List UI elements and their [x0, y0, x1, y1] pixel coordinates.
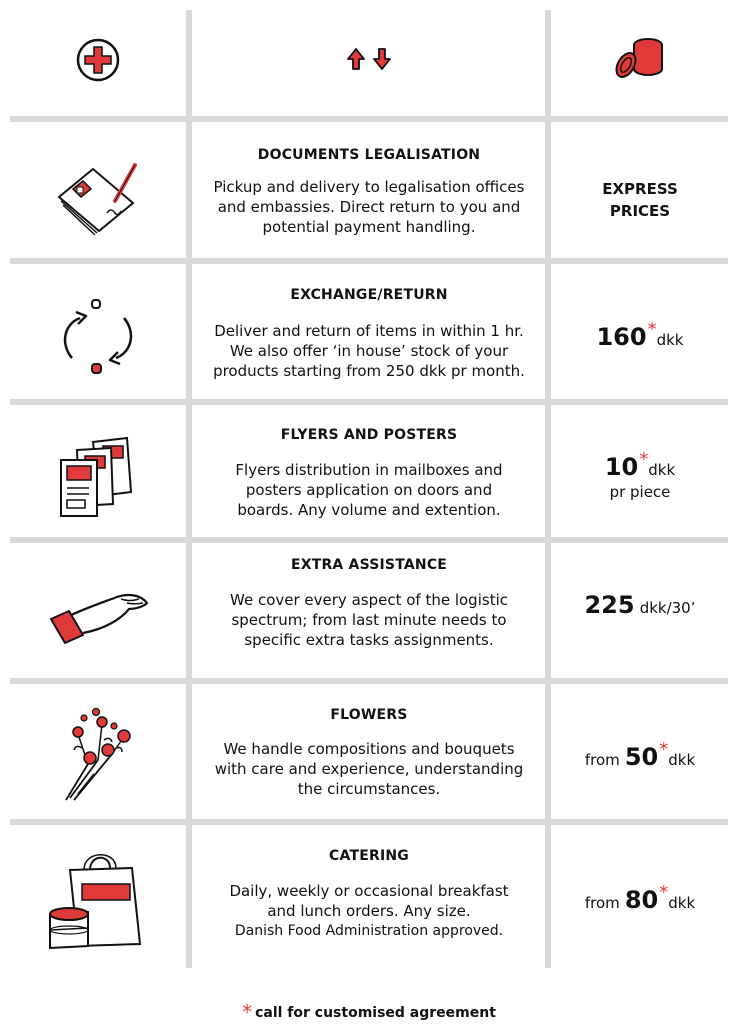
description-line: specific extra tasks assignments. — [244, 631, 494, 649]
service-cell — [194, 287, 544, 381]
price-value: 160 — [596, 323, 647, 351]
service-description — [194, 881, 544, 941]
description-line: posters application on doors and — [245, 481, 493, 499]
price-value: 50 — [624, 743, 659, 771]
price — [584, 591, 695, 619]
row-icon-cell — [10, 280, 186, 392]
service-title: FLYERS AND POSTERS — [280, 427, 458, 443]
grid-horizontal-line — [10, 819, 728, 825]
flyers-icon — [53, 434, 143, 518]
grid-horizontal-line — [10, 258, 728, 264]
price-unit: dkk — [656, 331, 684, 349]
service-description — [194, 739, 544, 799]
asterisk-mark: * — [659, 882, 669, 903]
price-value: 80 — [624, 886, 659, 914]
flower-bouquet-icon — [58, 704, 138, 804]
approval-note: Danish Food Administration approved. — [234, 923, 504, 939]
service-cell — [194, 848, 544, 941]
service-title: EXTRA ASSISTANCE — [290, 557, 448, 573]
open-hand-icon — [43, 583, 153, 647]
description-line: boards. Any volume and extention. — [237, 501, 501, 519]
price-subtext: pr piece — [609, 483, 671, 501]
price — [605, 449, 675, 481]
description-line: Pickup and delivery to legalisation offices — [213, 178, 525, 196]
description-line: Daily, weekly or occasional breakfast — [229, 882, 509, 900]
service-title: EXCHANGE/RETURN — [290, 287, 448, 303]
document-signing-icon — [53, 155, 143, 235]
price-cell — [552, 150, 728, 250]
description-line: Flyers distribution in mailboxes and — [235, 461, 503, 479]
header-icon-cell — [10, 30, 186, 90]
description-line: We also offer ‘in house’ stock of your — [229, 342, 509, 360]
price-value: 225 — [584, 591, 635, 619]
row-icon-cell — [10, 420, 186, 532]
price-prefix: from — [584, 894, 620, 912]
description-line: with care and experience, understanding — [214, 760, 524, 778]
header-icon-cell — [194, 30, 544, 90]
service-cell — [194, 427, 544, 520]
row-icon-cell — [10, 840, 186, 960]
price — [596, 319, 683, 351]
price — [585, 882, 695, 914]
asterisk-mark: * — [647, 319, 657, 340]
prices-label: PRICES — [609, 202, 671, 220]
service-title: DOCUMENTS LEGALISATION — [257, 147, 481, 163]
price-unit: dkk — [668, 894, 696, 912]
price-unit: dkk/30’ — [639, 599, 696, 617]
header-icon-cell — [552, 30, 728, 90]
price-unit: dkk — [648, 461, 676, 479]
footer-note — [0, 1000, 738, 1024]
express-label: EXPRESS — [602, 180, 678, 198]
price-unit: dkk — [668, 751, 696, 769]
price-cell — [552, 858, 728, 938]
catering-bag-icon — [48, 850, 148, 950]
service-cell — [194, 147, 544, 237]
description-line: products starting from 250 dkk pr month. — [213, 362, 525, 380]
price-prefix: from — [584, 751, 620, 769]
footer-text: call for customised agreement — [255, 1005, 496, 1021]
service-description — [194, 177, 544, 237]
medical-cross-icon — [75, 37, 121, 83]
description-line: potential payment handling. — [262, 218, 476, 236]
service-title: FLOWERS — [330, 707, 408, 723]
price — [585, 739, 695, 771]
description-line: the circumstances. — [297, 780, 441, 798]
service-cell — [194, 557, 544, 650]
service-description — [194, 590, 544, 650]
description-line: and lunch orders. Any size. — [267, 902, 471, 920]
grid-horizontal-line — [10, 678, 728, 684]
row-icon-cell — [10, 140, 186, 250]
asterisk-mark: * — [242, 1000, 253, 1024]
up-down-arrows-icon — [344, 45, 394, 75]
description-line: spectrum; from last minute needs to — [231, 611, 507, 629]
price-value: 10 — [604, 453, 639, 481]
price-cell — [552, 710, 728, 800]
price-cell — [552, 440, 728, 510]
description-line: We handle compositions and bouquets — [223, 740, 515, 758]
row-icon-cell — [10, 696, 186, 812]
service-cell — [194, 707, 544, 799]
coin-stack-icon — [610, 35, 670, 85]
exchange-arrows-icon — [58, 294, 138, 378]
description-line: Deliver and return of items in within 1 hr. — [214, 322, 524, 340]
grid-horizontal-line — [10, 399, 728, 405]
asterisk-mark: * — [639, 449, 649, 470]
service-description — [194, 321, 544, 381]
grid-horizontal-line — [10, 537, 728, 543]
price-cell — [552, 565, 728, 645]
grid-horizontal-line — [10, 116, 728, 122]
description-line: and embassies. Direct return to you and — [217, 198, 521, 216]
description-line: We cover every aspect of the logistic — [230, 591, 508, 609]
row-icon-cell — [10, 560, 186, 670]
asterisk-mark: * — [659, 739, 669, 760]
service-title: CATERING — [329, 848, 409, 864]
price-cell — [552, 285, 728, 385]
service-description — [194, 460, 544, 520]
